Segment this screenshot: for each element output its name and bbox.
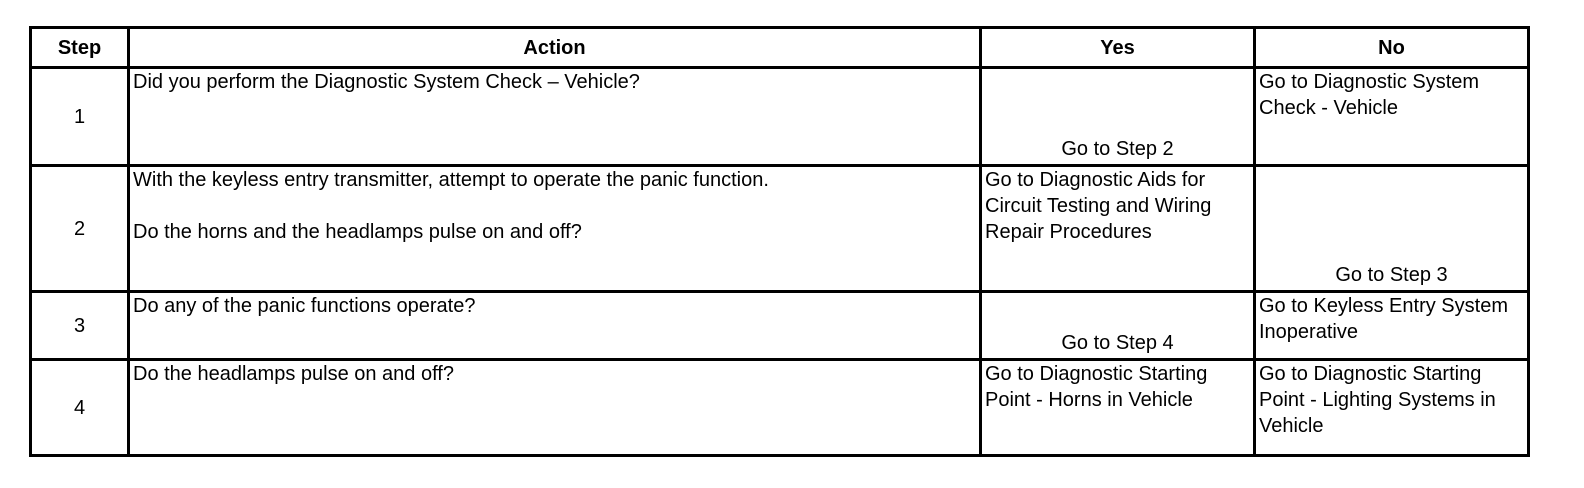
yes-result: Go to Diagnostic Aids for Circuit Testing and Wiring Repair Procedures — [981, 166, 1255, 292]
action-text: With the keyless entry transmitter, attempt to operate the panic function. — [133, 169, 769, 191]
action-text: Did you perform the Diagnostic System Check – Vehicle? — [133, 71, 640, 93]
step-number: 1 — [31, 68, 129, 166]
no-result: Go to Diagnostic Starting Point - Lighting Systems in Vehicle — [1255, 360, 1529, 456]
step-number: 4 — [31, 360, 129, 456]
header-step: Step — [31, 28, 129, 68]
header-yes: Yes — [981, 28, 1255, 68]
header-no: No — [1255, 28, 1529, 68]
yes-result: Go to Diagnostic Starting Point - Horns in Vehicle — [981, 360, 1255, 456]
table-row — [31, 68, 1529, 166]
no-result: Go to Diagnostic System Check - Vehicle — [1255, 68, 1529, 166]
yes-result: Go to Step 4 — [981, 292, 1255, 360]
action-text: Do the headlamps pulse on and off? — [133, 363, 454, 385]
table-row — [31, 166, 1529, 292]
yes-result: Go to Step 2 — [981, 68, 1255, 166]
no-result: Go to Step 3 — [1255, 166, 1529, 292]
action-cell — [129, 360, 981, 456]
action-text: Do any of the panic functions operate? — [133, 295, 476, 317]
step-number: 2 — [31, 166, 129, 292]
action-cell — [129, 166, 981, 292]
no-result: Go to Keyless Entry System Inoperative — [1255, 292, 1529, 360]
action-cell — [129, 292, 981, 360]
header-action: Action — [129, 28, 981, 68]
action-cell — [129, 68, 981, 166]
step-number: 3 — [31, 292, 129, 360]
action-question: Do the horns and the headlamps pulse on and off? — [133, 221, 582, 243]
table-row — [31, 360, 1529, 456]
table-header-row — [31, 28, 1529, 68]
diagnostic-table — [29, 26, 1530, 457]
table-row — [31, 292, 1529, 360]
